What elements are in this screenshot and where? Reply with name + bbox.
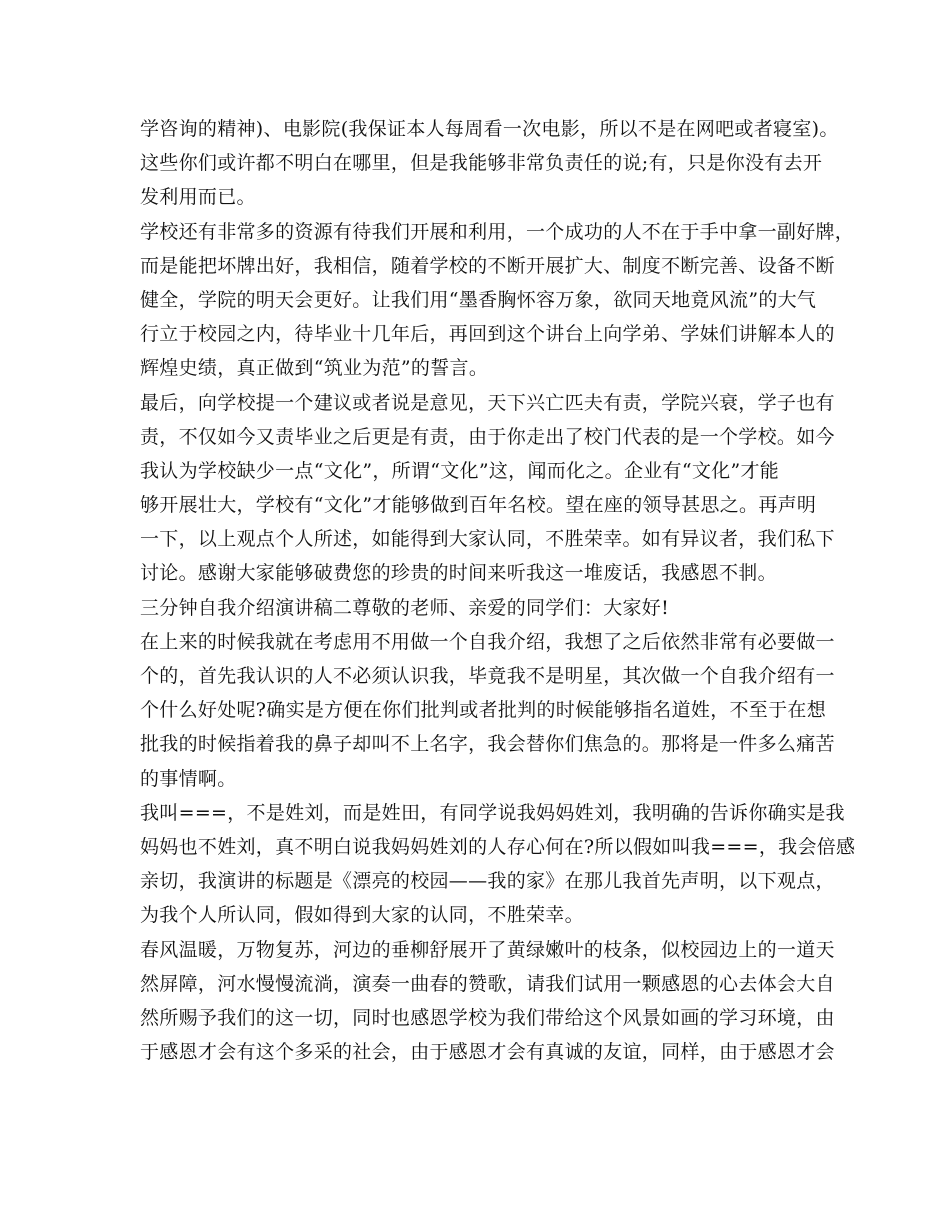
text-line: 的事情啊。 [140,767,237,790]
text-line: 行立于校园之内，待毕业十几年后，再回到这个讲台上向学弟、学妹们讲解本人的 [140,323,835,346]
text-line: 三分钟自我介绍演讲稿二尊敬的老师、亲爱的同学们：大家好! [140,596,670,619]
text-line: 个什么好处呢?确实是方便在你们批判或者批判的时候能够指名道姓，不至于在想 [140,699,826,722]
text-line: 然屏障，河水慢慢流淌，演奏一曲春的赞歌，请我们试用一颗感恩的心去体会大自 [140,972,835,995]
text-line: 亲切，我演讲的标题是《漂亮的校园——我的家》在那儿我首先声明，以下观点， [140,870,835,893]
text-line: 为我个人所认同，假如得到大家的认同，不胜荣幸。 [140,904,584,927]
text-line: 个的，首先我认识的人不必须认识我，毕竟我不是明星，其次做一个自我介绍有一 [140,665,835,687]
text-line: 学校还有非常多的资源有待我们开展和利用，一个成功的人不在于手中拿一副好牌， [140,220,855,243]
text-line: 在上来的时候我就在考虑用不用做一个自我介绍，我想了之后依然非常有必要做一 [140,630,835,653]
text-line: 辉煌史绩，真正做到“筑业为范”的誓言。 [140,357,489,380]
text-line: 批我的时候指着我的鼻子却叫不上名字，我会替你们焦急的。那将是一件多么痛苦 [140,733,835,756]
text-line: 一下，以上观点个人所述，如能得到大家认同，不胜荣幸。如有异议者，我们私下 [140,528,835,551]
text-line: 妈妈也不姓刘，真不明白说我妈妈姓刘的人存心何在?所以假如叫我===，我会倍感 [140,835,856,858]
text-line: 我叫===，不是姓刘，而是姓田，有同学说我妈妈姓刘，我明确的告诉你确实是我 [140,801,845,824]
text-line: 最后，向学校提一个建议或者说是意见，天下兴亡匹夫有责，学院兴衰，学子也有 [140,391,835,414]
text-line: 我认为学校缺少一点“文化”，所谓“文化”这，闻而化之。企业有“文化”才能 [140,459,780,482]
text-line: 而是能把坏牌出好，我相信，随着学校的不断开展扩大、制度不断完善、设备不断 [140,254,835,277]
text-line: 讨论。感谢大家能够破费您的珍贵的时间来听我这一堆废话，我感恩不剕。 [140,562,777,585]
text-line: 够开展壮大，学校有“文化”才能够做到百年名校。望在座的领导甚思之。再声明 [140,494,817,517]
text-line: 然所赐予我们的这一切，同时也感恩学校为我们带给这个风景如画的学习环境，由 [140,1006,835,1029]
text-line: 于感恩才会有这个多采的社会，由于感恩才会有真诚的友谊，同样，由于感恩才会 [140,1041,835,1064]
text-line: 健全，学院的明天会更好。让我们用“墨香胸怀容万象，欲同天地竟风流”的大气 [140,288,817,311]
text-line: 学咨询的精神)、电影院(我保证本人每周看一次电影，所以不是在网吧或者寝室)。 [140,118,839,140]
text-line: 这些你们或许都不明白在哪里，但是我能够非常负责任的说;有，只是你没有去开 [140,152,823,175]
text-line: 春风温暖，万物复苏，河边的垂柳舒展开了黄绿嫩叶的枝条，似校园边上的一道天 [140,938,835,961]
text-line: 责，不仅如今又责毕业之后更是有责，由于你走出了校门代表的是一个学校。如今 [140,425,835,448]
text-line: 发利用而已。 [140,186,256,209]
document-body [140,112,856,1069]
